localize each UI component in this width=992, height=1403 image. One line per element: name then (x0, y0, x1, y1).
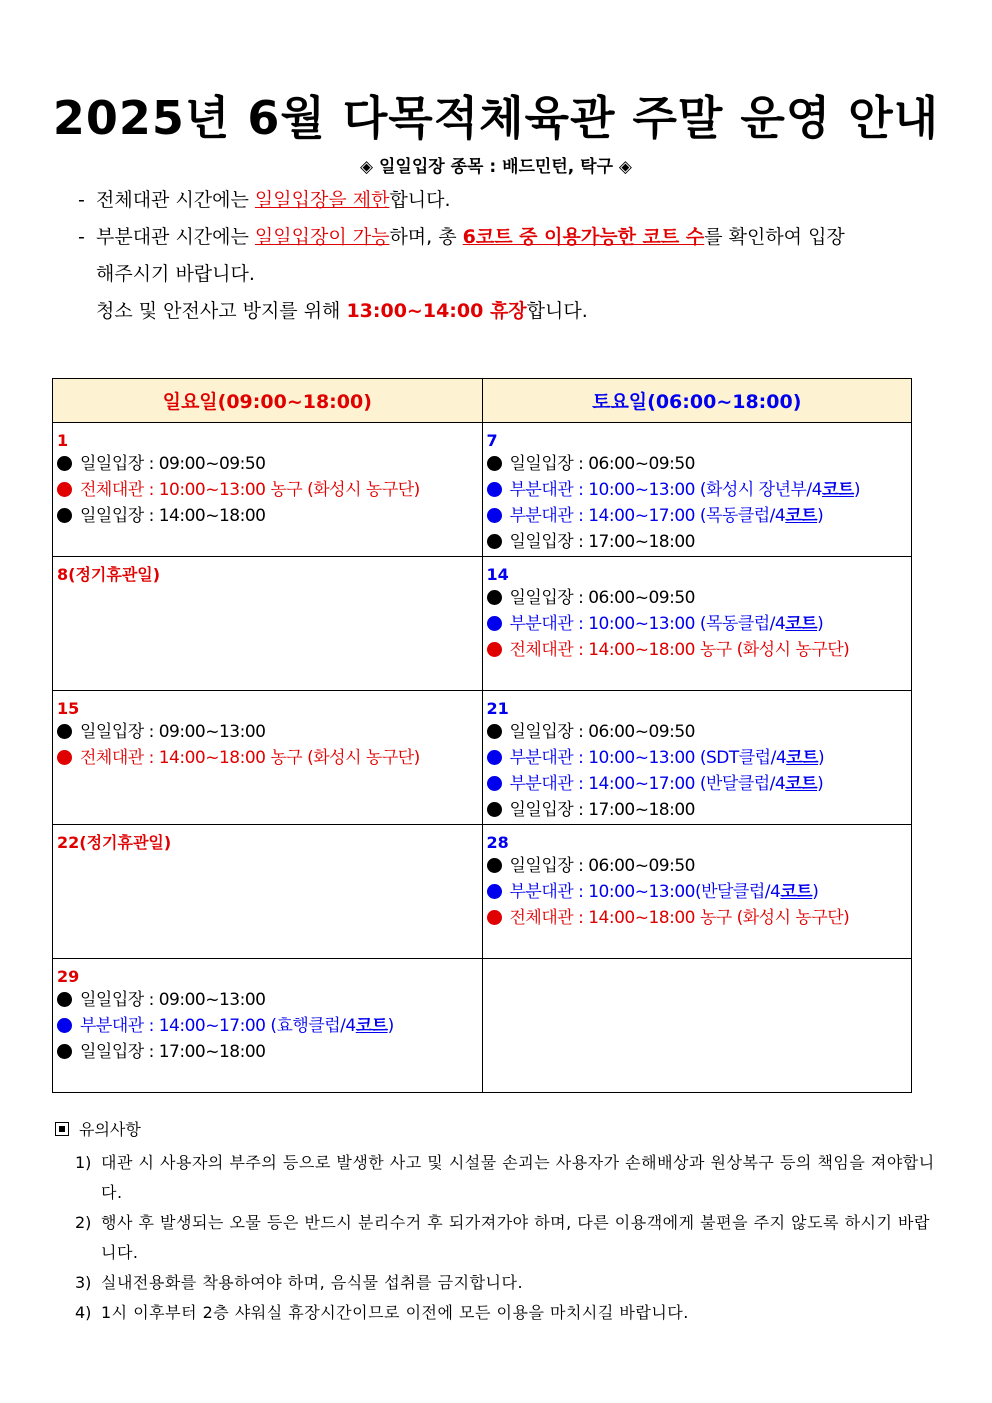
sunday-day-cell (53, 959, 483, 1093)
schedule-entry (487, 585, 908, 611)
blue-dot-icon (57, 1018, 72, 1033)
black-dot-icon (487, 456, 502, 471)
saturday-day-cell (482, 825, 912, 959)
schedule-entry (57, 719, 478, 745)
schedule-entry (487, 797, 908, 823)
schedule-entry (487, 477, 908, 503)
entry-text: 부분대관 : 14:00~17:00 (반달클럽/4 (509, 774, 786, 794)
saturday-day-cell (482, 557, 912, 691)
note-text: 실내전용화를 착용하여야 하며, 음식물 섭취를 금지합니다. (101, 1273, 524, 1292)
highlight-closed-hours: 13:00~14:00 휴장 (346, 300, 527, 322)
schedule-entry (57, 451, 478, 477)
entry-tail: ) (817, 774, 824, 794)
highlight-allowed: 일일입장이 가능 (254, 226, 390, 248)
saturday-header: 토요일(06:00~18:00) (482, 379, 912, 423)
black-dot-icon (487, 802, 502, 817)
saturday-day-cell (482, 959, 912, 1093)
blue-dot-icon (487, 884, 502, 899)
schedule-entry (487, 611, 908, 637)
note-text: 1시 이후부터 2층 샤워실 휴장시간이므로 이전에 모든 이용을 마치시길 바랍니다. (101, 1303, 689, 1322)
entry-text: 부분대관 : 10:00~13:00(반달클럽/4 (509, 882, 781, 902)
red-dot-icon (57, 750, 72, 765)
schedule-entry (57, 1013, 478, 1039)
court-label: 코트 (785, 506, 818, 526)
red-dot-icon (487, 910, 502, 925)
day-number: 15 (57, 699, 80, 718)
entry-text: 일일입장 : 06:00~09:50 (509, 454, 695, 474)
day-number: 7 (486, 431, 498, 450)
schedule-row (53, 691, 912, 825)
sunday-day-cell (53, 825, 483, 959)
entry-text: 일일입장 : 17:00~18:00 (509, 532, 695, 552)
saturday-day-cell (482, 691, 912, 825)
black-dot-icon (57, 992, 72, 1007)
note-item (75, 1148, 935, 1208)
entry-tail: ) (387, 1016, 394, 1036)
note-item (75, 1208, 935, 1268)
schedule-table (52, 378, 912, 1093)
black-dot-icon (487, 590, 502, 605)
sunday-day-cell (53, 691, 483, 825)
day-number: 8(정기휴관일) (57, 565, 161, 584)
schedule-entry (57, 503, 478, 529)
schedule-entry (487, 503, 908, 529)
schedule-entry (487, 853, 908, 879)
sunday-header: 일요일(09:00~18:00) (53, 379, 483, 423)
schedule-entry (487, 771, 908, 797)
note-number: 2) (75, 1213, 92, 1232)
blue-dot-icon (487, 750, 502, 765)
day-number: 14 (486, 565, 509, 584)
schedule-entry (487, 879, 908, 905)
red-dot-icon (57, 482, 72, 497)
entry-text: 부분대관 : 10:00~13:00 (목동클럽/4 (509, 614, 786, 634)
entry-text: 일일입장 : 09:00~13:00 (80, 722, 266, 742)
entry-tail: ) (853, 480, 860, 500)
black-dot-icon (487, 724, 502, 739)
day-number: 21 (486, 699, 509, 718)
schedule-entry (57, 745, 478, 771)
entry-text: 일일입장 : 06:00~09:50 (509, 856, 695, 876)
blue-dot-icon (487, 482, 502, 497)
schedule-row (53, 557, 912, 691)
page-title: 2025년 6월 다목적체육관 주말 운영 안내 (52, 91, 940, 145)
day-number: 22(정기휴관일) (57, 833, 172, 852)
blue-dot-icon (487, 776, 502, 791)
entry-tail: ) (812, 882, 819, 902)
entry-text: 부분대관 : 10:00~13:00 (화성시 장년부/4 (509, 480, 822, 500)
blue-dot-icon (487, 508, 502, 523)
notice-line-3: 해주시기 바랍니다. (96, 263, 255, 285)
black-dot-icon (57, 1044, 72, 1059)
black-dot-icon (487, 858, 502, 873)
highlight-courts: 6코트 중 이용가능한 코트 수 (462, 226, 705, 248)
note-item (75, 1298, 935, 1328)
entry-text: 전체대관 : 10:00~13:00 농구 (화성시 농구단) (80, 480, 420, 500)
court-label: 코트 (821, 480, 854, 500)
schedule-row (53, 825, 912, 959)
black-dot-icon (487, 534, 502, 549)
note-text: 대관 시 사용자의 부주의 등으로 발생한 사고 및 시설물 손괴는 사용자가 손해배상과 원상복구 등의 책임을 져야합니다. (101, 1153, 935, 1202)
schedule-entry (487, 529, 908, 555)
square-bullet-icon (55, 1122, 69, 1136)
notes-heading: 유의사항 (55, 1120, 935, 1140)
entry-text: 일일입장 : 06:00~09:50 (509, 722, 695, 742)
entry-text: 전체대관 : 14:00~18:00 농구 (화성시 농구단) (509, 908, 850, 928)
court-label: 코트 (785, 774, 818, 794)
schedule-body (53, 423, 912, 1093)
note-item (75, 1268, 935, 1298)
entry-text: 부분대관 : 14:00~17:00 (목동클럽/4 (509, 506, 786, 526)
schedule-entry (57, 987, 478, 1013)
sunday-day-cell (53, 557, 483, 691)
note-number: 3) (75, 1273, 92, 1292)
schedule-entry (487, 719, 908, 745)
notes-section (55, 1120, 935, 1328)
entry-text: 전체대관 : 14:00~18:00 농구 (화성시 농구단) (80, 748, 420, 768)
court-label: 코트 (355, 1016, 388, 1036)
entry-text: 전체대관 : 14:00~18:00 농구 (화성시 농구단) (509, 640, 850, 660)
black-dot-icon (57, 724, 72, 739)
entry-text: 일일입장 : 17:00~18:00 (80, 1042, 266, 1062)
entry-text: 일일입장 : 17:00~18:00 (509, 800, 695, 820)
schedule-entry (487, 451, 908, 477)
schedule-entry (57, 477, 478, 503)
court-label: 코트 (786, 748, 818, 768)
subtitle: ◈ 일일입장 종목 : 배드민턴, 탁구 ◈ (360, 157, 632, 177)
schedule-entry (487, 745, 908, 771)
schedule-entry (487, 905, 908, 931)
red-dot-icon (487, 642, 502, 657)
black-dot-icon (57, 456, 72, 471)
day-number: 29 (57, 967, 80, 986)
saturday-day-cell (482, 423, 912, 557)
day-number: 28 (486, 833, 509, 852)
sunday-day-cell (53, 423, 483, 557)
notice-line-2: - 부분대관 시간에는 일일입장이 가능하며, 총 6코트 중 이용가능한 코트 수를 확인하여 입장 (78, 226, 845, 248)
blue-dot-icon (487, 616, 502, 631)
entry-text: 부분대관 : 14:00~17:00 (효행클럽/4 (80, 1016, 356, 1036)
note-text: 행사 후 발생되는 오물 등은 반드시 분리수거 후 되가져가야 하며, 다른 이용객에게 불편을 주지 않도록 하시기 바랍니다. (101, 1213, 930, 1262)
entry-text: 일일입장 : 09:00~09:50 (80, 454, 266, 474)
notice-line-4: 청소 및 안전사고 방지를 위해 13:00~14:00 휴장합니다. (96, 300, 588, 322)
schedule-row (53, 959, 912, 1093)
court-label: 코트 (785, 614, 818, 634)
entry-tail: ) (818, 748, 825, 768)
entry-text: 부분대관 : 10:00~13:00 (SDT클럽/4 (509, 748, 787, 768)
black-dot-icon (57, 508, 72, 523)
schedule-entry (487, 637, 908, 663)
entry-text: 일일입장 : 09:00~13:00 (80, 990, 266, 1010)
day-number: 1 (57, 431, 69, 450)
entry-text: 일일입장 : 14:00~18:00 (80, 506, 266, 526)
entry-tail: ) (817, 614, 824, 634)
schedule-entry (57, 1039, 478, 1065)
note-number: 1) (75, 1153, 92, 1172)
court-label: 코트 (780, 882, 813, 902)
notice-line-1: - 전체대관 시간에는 일일입장을 제한합니다. (78, 189, 451, 211)
schedule-row (53, 423, 912, 557)
notes-list (55, 1148, 935, 1328)
highlight-restrict: 일일입장을 제한 (254, 189, 390, 211)
note-number: 4) (75, 1303, 92, 1322)
entry-tail: ) (817, 506, 824, 526)
entry-text: 일일입장 : 06:00~09:50 (509, 588, 695, 608)
